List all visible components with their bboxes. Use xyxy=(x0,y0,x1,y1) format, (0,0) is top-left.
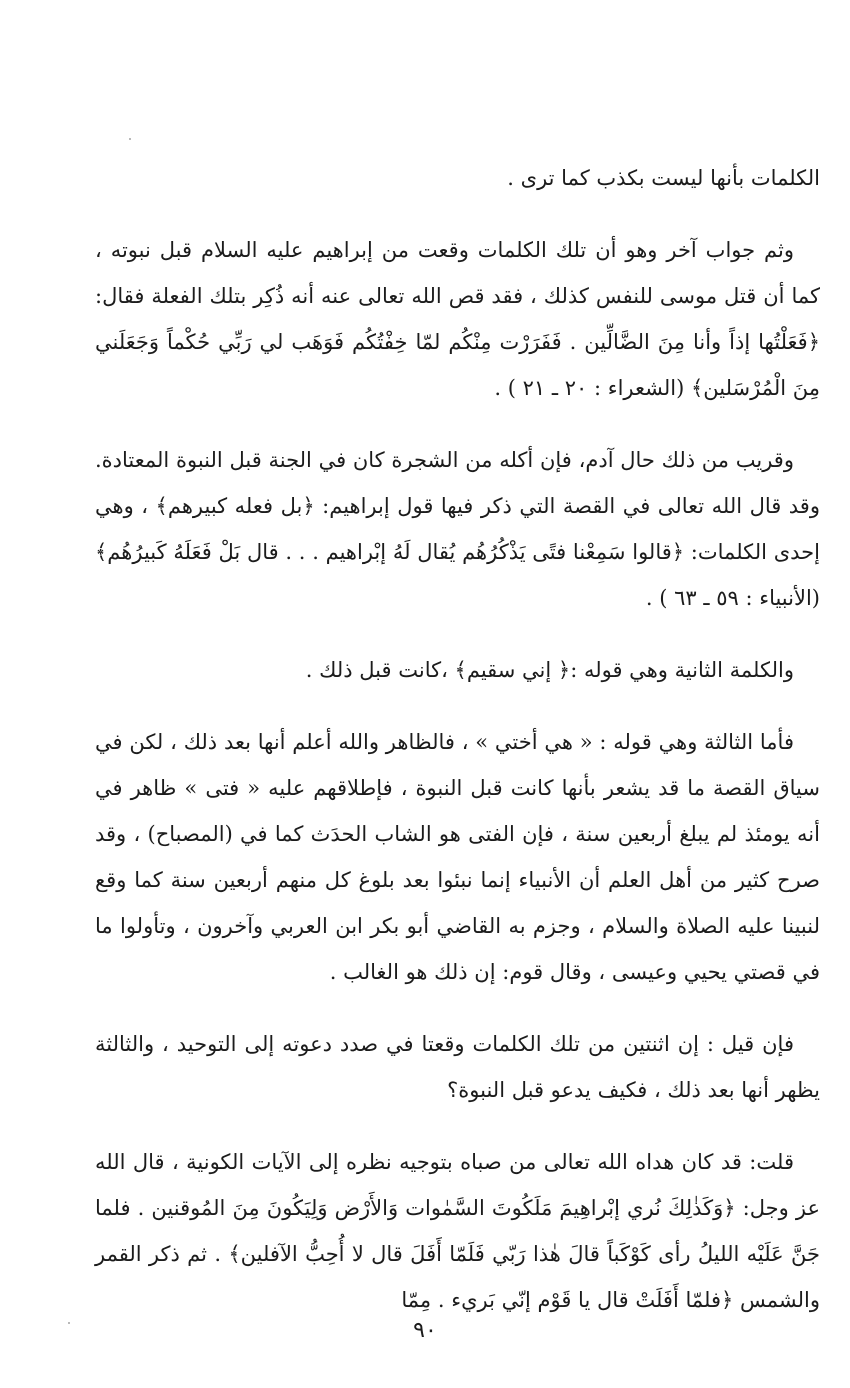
paragraph: وقريب من ذلك حال آدم، فإن أكله من الشجرة كان في الجنة قبل النبوة المعتادة. وقد قال الله تعالى في القصة التي ذكر فيها قول إبراهيم: ﴿بل فعله كبيرهم﴾ ، وهي إحدى الكلمات: ﴿قالوا سَمِعْنا فتًى يَذْكُرُهُم يُقال لَهُ إبْراهيم . . . قال بَلْ فَعَلَهُ كَبيرُهُم﴾ (الأنبياء : ٥٩ ـ ٦٣ ) . xyxy=(95,448,820,610)
page-body-text xyxy=(95,155,820,1349)
paragraph: فإن قيل : إن اثنتين من تلك الكلمات وقعتا في صدد دعوته إلى التوحيد ، والثالثة يظهر أنها بعد ذلك ، فكيف يدعو قبل النبوة؟ xyxy=(95,1032,820,1102)
paragraph-continuation: الكلمات بأنها ليست بكذب كما ترى . xyxy=(507,166,820,190)
page-number: ٩٠ xyxy=(413,1318,437,1343)
scan-speck xyxy=(129,138,131,140)
paragraph: والكلمة الثانية وهي قوله :﴿ إني سقيم﴾ ،كانت قبل ذلك . xyxy=(305,658,794,682)
paragraph: وثم جواب آخر وهو أن تلك الكلمات وقعت من إبراهيم عليه السلام قبل نبوته ، كما أن قتل موسى للنفس كذلك ، فقد قص الله تعالى عنه أنه ذُكِر بتلك الفعلة فقال: ﴿فَعَلْتُها إذاً وأنا مِنَ الضَّالِّين . فَفَرَرْت مِنْكُم لمّا خِفْتُكُم فَوَهَب لي رَبِّي حُكْماً وَجَعَلَني مِنَ الْمُرْسَلين﴾ (الشعراء : ٢٠ ـ ٢١ ) . xyxy=(95,238,820,400)
paragraph: فأما الثالثة وهي قوله : « هي أختي » ، فالظاهر والله أعلم أنها بعد ذلك ، لكن في سياق القصة ما قد يشعر بأنها كانت قبل النبوة ، فإطلاقهم عليه « فتى » ظاهر في أنه يومئذ لم يبلغ أربعين سنة ، فإن الفتى هو الشاب الحدَث كما في (المصباح) ، وقد صرح كثير من أهل العلم أن الأنبياء إنما نبئوا بعد بلوغ كل منهم أربعين سنة كما وقع لنبينا عليه الصلاة والسلام ، وجزم به القاضي أبو بكر ابن العربي وآخرون ، وتأولوا ما في قصتي يحيي وعيسى ، وقال قوم: إن ذلك هو الغالب . xyxy=(95,730,820,984)
paragraph: قلت: قد كان هداه الله تعالى من صباه بتوجيه نظره إلى الآيات الكونية ، قال الله عز وجل: ﴿وَكَذٰلِكَ نُري إبْراهِيمَ مَلَكُوتَ السَّمٰوات وَالأَرْض وَلِيَكُونَ مِنَ المُوقنين . فلما جَنَّ عَلَيْه الليلُ رأى كَوْكَباً قالَ هٰذا رَبّي فَلَمّا أَفَلَ قال لا أُحِبُّ الآفلين﴾ . ثم ذكر القمر والشمس ﴿فلمّا أَفَلَتْ قال يا قَوْم إنّي بَريء . مِمّا xyxy=(95,1150,820,1312)
